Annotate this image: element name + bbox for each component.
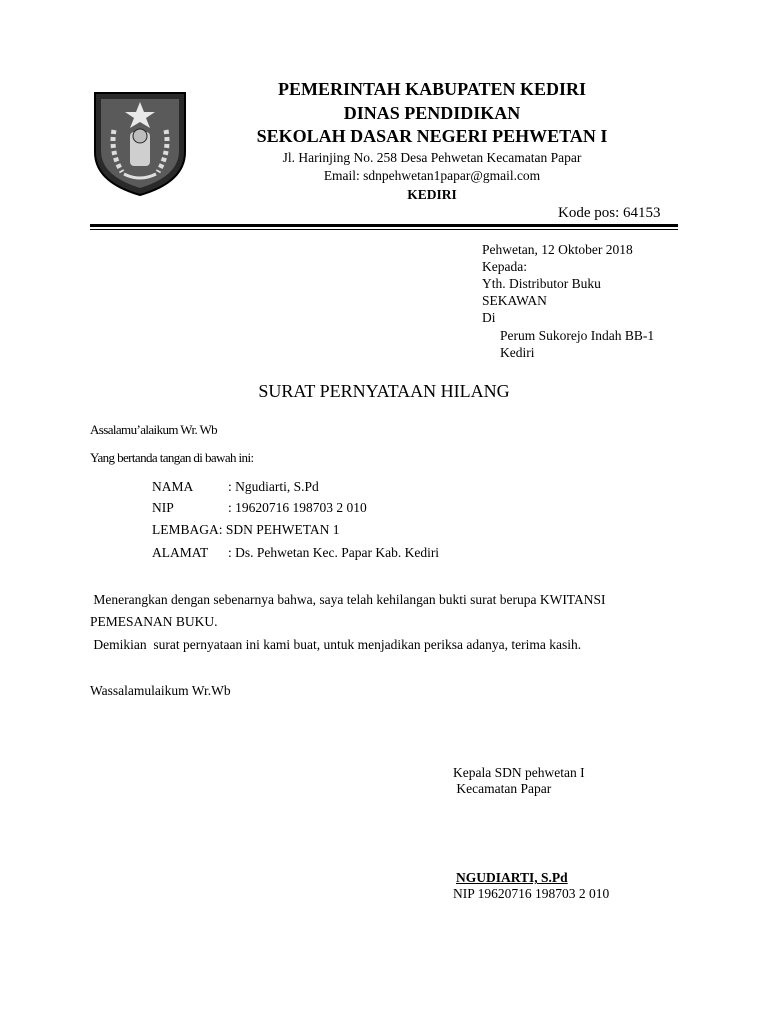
statement-line-1: Menerangkan dengan sebenarnya bahwa, saya telah kehilangan bukti surat berupa KWITANSI xyxy=(90,592,606,607)
letterhead-postal-code: Kode pos: 64153 xyxy=(558,205,661,221)
field-value: : 19620716 198703 2 010 xyxy=(228,500,367,515)
signatory-position: Kepala SDN pehwetan I xyxy=(453,765,585,780)
field-label: LEMBAGA xyxy=(152,522,219,537)
letterhead-address: Jl. Harinjing No. 258 Desa Pehwetan Kecamatan Papar xyxy=(282,150,582,165)
recipient-address-2: Kediri xyxy=(500,345,535,360)
field-value: : Ngudiarti, S.Pd xyxy=(228,479,319,494)
closing-salutation: Wassalamulaikum Wr.Wb xyxy=(90,683,231,698)
field-label: ALAMAT xyxy=(152,545,209,560)
field-row xyxy=(152,500,367,516)
regency-emblem xyxy=(92,90,188,198)
field-label: NIP xyxy=(152,500,174,515)
recipient-name: SEKAWAN xyxy=(482,293,547,308)
field-row xyxy=(152,522,340,538)
recipient-address-1: Perum Sukorejo Indah BB-1 xyxy=(500,328,655,343)
field-row xyxy=(152,545,439,561)
letterhead-department: DINAS PENDIDIKAN xyxy=(343,103,521,123)
letterhead-school: SEKOLAH DASAR NEGERI PEHWETAN I xyxy=(256,126,608,146)
field-row xyxy=(152,479,319,495)
document-title: SURAT PERNYATAAN HILANG xyxy=(258,381,510,401)
field-value: : SDN PEHWETAN 1 xyxy=(218,522,340,537)
letterhead-email: Email: sdnpehwetan1papar@gmail.com xyxy=(323,168,541,183)
statement-line-2: PEMESANAN BUKU. xyxy=(90,614,218,629)
header-rule-thin xyxy=(90,229,678,230)
signatory-nip: NIP 19620716 198703 2 010 xyxy=(453,886,610,901)
greeting: Assalamu’alaikum Wr. Wb xyxy=(90,422,218,437)
closing-statement: Demikian surat pernyataan ini kami buat, untuk menjadikan periksa adanya, terima kasih. xyxy=(90,637,582,652)
header-rule-thick xyxy=(90,224,678,227)
signatory-name: NGUDIARTI, S.Pd xyxy=(456,870,568,885)
recipient-to: Kepada: xyxy=(482,259,527,274)
intro-text: Yang bertanda tangan di bawah ini: xyxy=(90,450,254,465)
recipient-di: Di xyxy=(482,310,496,325)
letter-date: Pehwetan, 12 Oktober 2018 xyxy=(482,242,633,257)
letterhead-government: PEMERINTAH KABUPATEN KEDIRI xyxy=(277,79,587,99)
letterhead-city: KEDIRI xyxy=(407,187,457,202)
recipient-yth: Yth. Distributor Buku xyxy=(482,276,601,291)
field-value: : Ds. Pehwetan Kec. Papar Kab. Kediri xyxy=(228,545,440,560)
signatory-district: Kecamatan Papar xyxy=(453,781,552,796)
field-label: NAMA xyxy=(152,479,194,494)
